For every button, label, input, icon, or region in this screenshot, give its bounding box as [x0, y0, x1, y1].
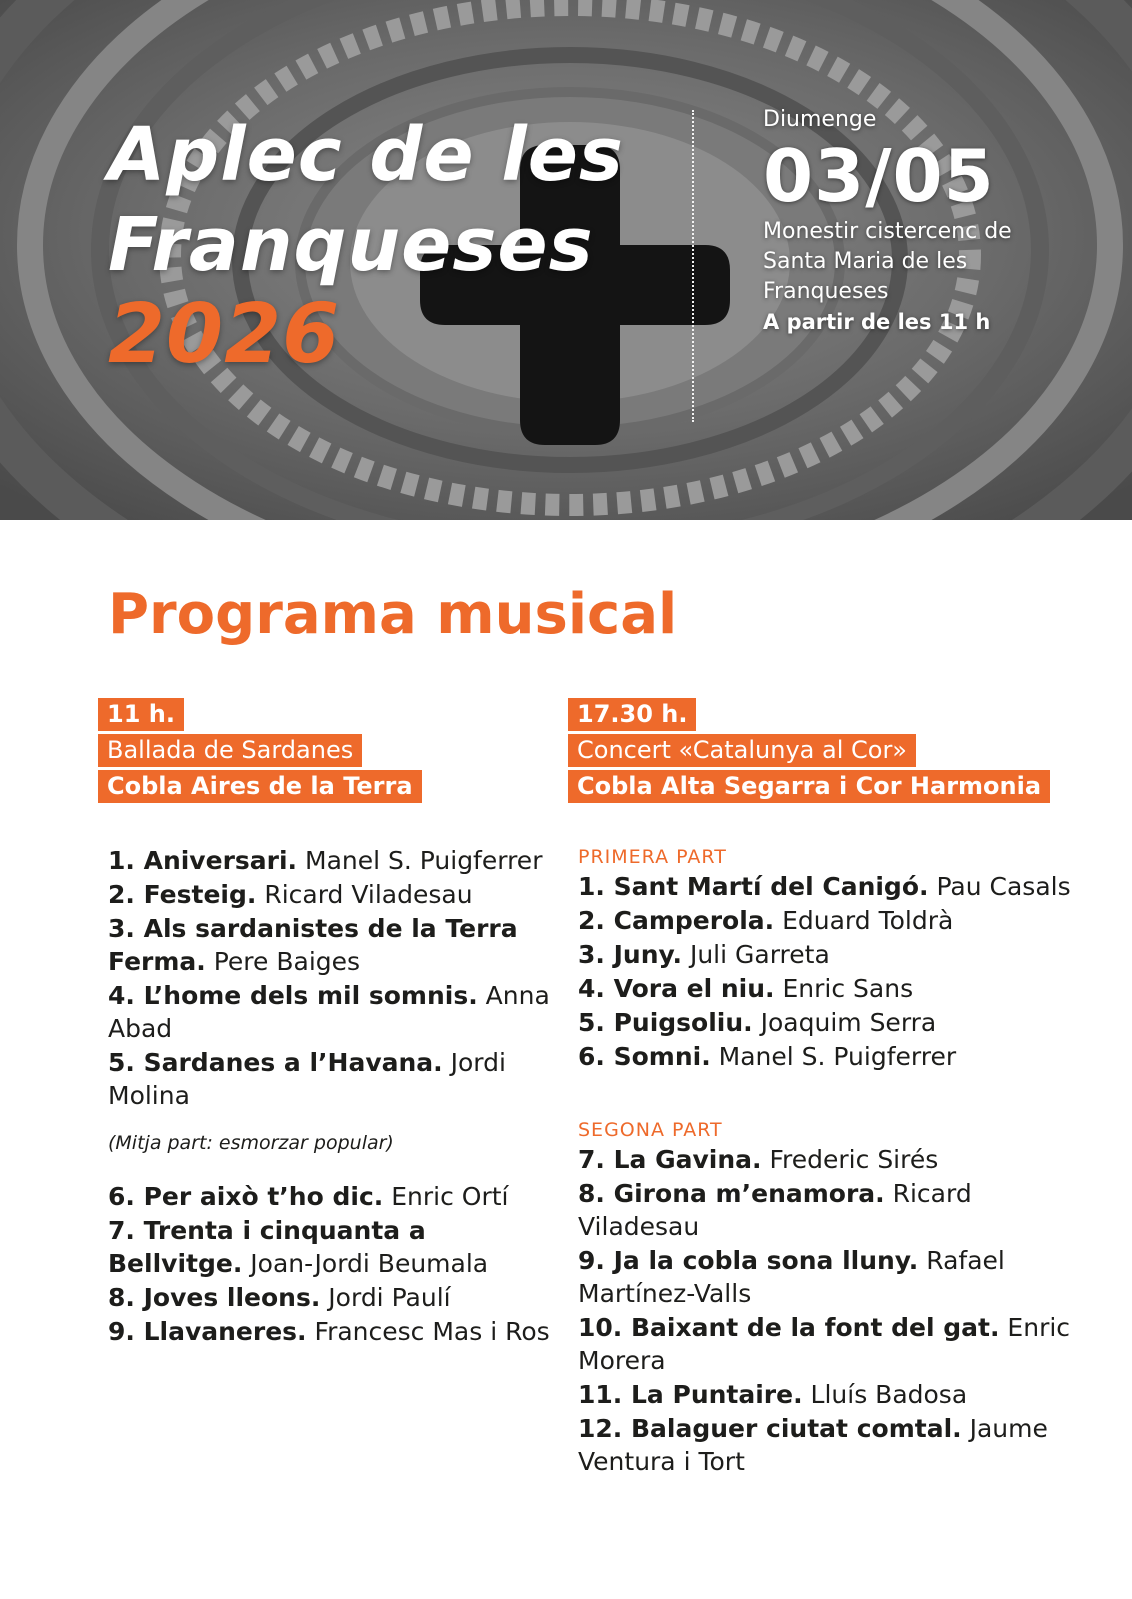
- list-item: 7. La Gavina. Frederic Sirés: [578, 1145, 939, 1174]
- list-item: 5. Puigsoliu. Joaquim Serra: [578, 1008, 937, 1037]
- part-two-label: SEGONA PART: [578, 1119, 723, 1141]
- event-time: A partir de les 11 h: [763, 310, 991, 334]
- list-item: 12. Balaguer ciutat comtal. Jaume Ventura i Tort: [578, 1414, 1048, 1476]
- event-place-line-1: Monestir cistercenc de: [763, 219, 1012, 244]
- list-item: 4. Vora el niu. Enric Sans: [578, 974, 914, 1003]
- event-place-line-3: Franqueses: [763, 279, 889, 304]
- afternoon-performer-tag: Cobla Alta Segarra i Cor Harmonia: [568, 770, 1050, 803]
- title-line-2: Franqueses: [108, 202, 594, 288]
- list-item: 8. Girona m’enamora. Ricard Viladesau: [578, 1179, 972, 1241]
- morning-performer-tag: Cobla Aires de la Terra: [98, 770, 422, 803]
- event-day: Diumenge: [763, 107, 877, 132]
- afternoon-event-tag: Concert «Catalunya al Cor»: [568, 734, 916, 767]
- event-info: [763, 105, 1063, 337]
- list-item: 1. Aniversari. Manel S. Puigferrer: [108, 846, 543, 875]
- list-item: 7. Trenta i cinquanta a Bellvitge. Joan-Jordi Beumala: [108, 1216, 489, 1278]
- list-item: 3. Juny. Juli Garreta: [578, 940, 830, 969]
- list-item: 9. Ja la cobla sona lluny. Rafael Martínez-Valls: [578, 1246, 1005, 1308]
- list-item: 4. L’home dels mil somnis. Anna Abad: [108, 981, 550, 1043]
- list-item: 1. Sant Martí del Canigó. Pau Casals: [578, 872, 1071, 901]
- list-item: 3. Als sardanistes de la Terra Ferma. Pere Baiges: [108, 914, 518, 976]
- list-item: 9. Llavaneres. Francesc Mas i Ros: [108, 1317, 550, 1346]
- section-title: Programa musical: [108, 582, 678, 647]
- list-item: 6. Somni. Manel S. Puigferrer: [578, 1042, 957, 1071]
- event-year: 2026: [108, 287, 341, 382]
- morning-program: [98, 698, 558, 1349]
- event-date: 03/05: [763, 134, 995, 218]
- afternoon-time-tag: 17.30 h.: [568, 698, 696, 731]
- list-item: 8. Joves lleons. Jordi Paulí: [108, 1283, 451, 1312]
- list-item: 11. La Puntaire. Lluís Badosa: [578, 1380, 968, 1409]
- event-title: [108, 110, 624, 380]
- intermission-note: (Mitja part: esmorzar popular): [108, 1132, 394, 1154]
- list-item: 5. Sardanes a l’Havana. Jordi Molina: [108, 1048, 506, 1110]
- afternoon-list: [568, 844, 1088, 1478]
- list-item: 2. Festeig. Ricard Viladesau: [108, 880, 473, 909]
- hero-banner: [0, 0, 1132, 520]
- morning-list: [98, 844, 558, 1348]
- dotted-divider: [692, 110, 694, 422]
- morning-event-tag: Ballada de Sardanes: [98, 734, 362, 767]
- list-item: 2. Camperola. Eduard Toldrà: [578, 906, 954, 935]
- part-one-label: PRIMERA PART: [578, 846, 727, 868]
- title-line-1: Aplec de les: [108, 112, 624, 198]
- event-place-line-2: Santa Maria de les: [763, 249, 968, 274]
- list-item: 6. Per això t’ho dic. Enric Ortí: [108, 1182, 509, 1211]
- morning-time-tag: 11 h.: [98, 698, 184, 731]
- afternoon-program: [568, 698, 1088, 1479]
- list-item: 10. Baixant de la font del gat. Enric Morera: [578, 1313, 1071, 1375]
